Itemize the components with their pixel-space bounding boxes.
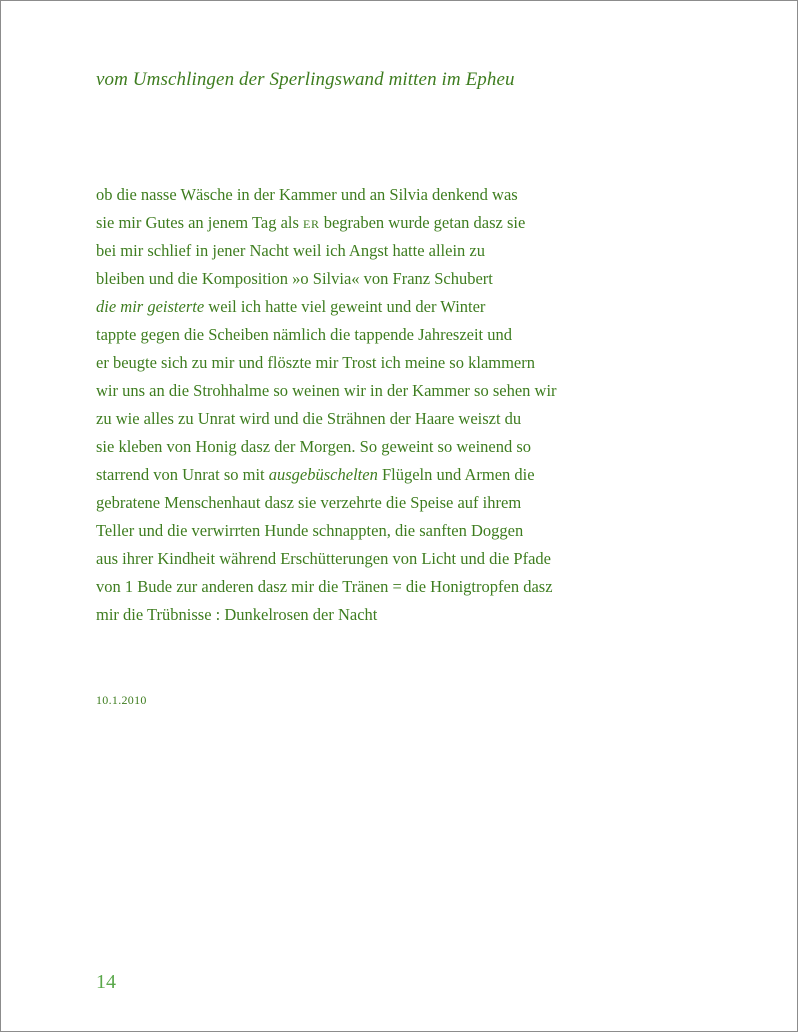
poem-line — [96, 489, 576, 517]
poem-line-text: bei mir schlief in jener Nacht weil ich Angst hatte allein zu — [96, 241, 485, 260]
poem-line — [96, 573, 576, 601]
poem-body — [96, 181, 576, 629]
poem-line-text: zu wie alles zu Unrat wird und die Strähnen der Haare weiszt du — [96, 409, 522, 428]
poem-line-text: tappte gegen die Scheiben nämlich die tappende Jahreszeit und — [96, 325, 513, 344]
poem-line — [96, 433, 576, 461]
poem-line — [96, 461, 576, 489]
poem-line-text: begraben wurde getan dasz sie — [319, 213, 526, 232]
poem-line — [96, 349, 576, 377]
poem-line-text: aus ihrer Kindheit während Erschütterungen von Licht und die Pfade — [96, 549, 551, 568]
poem-line-text: mir die Trübnisse : Dunkelrosen der Nacht — [96, 605, 378, 624]
poem-line — [96, 545, 576, 573]
poem-line-text: starrend von Unrat so mit — [96, 465, 269, 484]
poem-line-text: sie kleben von Honig dasz der Morgen. So geweint so weinend so — [96, 437, 532, 456]
poem-title: vom Umschlingen der Sperlingswand mitten im Epheu — [96, 69, 515, 90]
poem-line — [96, 377, 576, 405]
poem-line — [96, 181, 576, 209]
poem-line-text: Teller und die verwirrten Hunde schnappten, die sanften Doggen — [96, 521, 524, 540]
poem-line — [96, 405, 576, 433]
italic-phrase: ausgebüschelten — [268, 465, 378, 484]
poem-line-text: weil ich hatte viel geweint und der Winter — [204, 297, 486, 316]
poem-line — [96, 321, 576, 349]
poem-line-text: gebratene Menschenhaut dasz sie verzehrte die Speise auf ihrem — [96, 493, 522, 512]
poem-line-text: sie mir Gutes an jenem Tag als — [96, 213, 304, 232]
poem-line-text: Flügeln und Armen die — [377, 465, 535, 484]
poem-line-text: bleiben und die Komposition »o Silvia« von Franz Schubert — [96, 269, 493, 288]
poem-line — [96, 237, 576, 265]
poem-line — [96, 209, 576, 237]
italic-phrase: die mir geisterte — [96, 297, 205, 316]
poem-line — [96, 601, 576, 629]
poem-line — [96, 265, 576, 293]
poem-date: 10.1.2010 — [96, 693, 147, 707]
poem-line-text: ob die nasse Wäsche in der Kammer und an Silvia denkend was — [96, 185, 518, 204]
poem-line-text: wir uns an die Strohhalme so weinen wir in der Kammer so sehen wir — [96, 381, 557, 400]
poem-line — [96, 517, 576, 545]
small-caps-word: ER — [303, 217, 320, 231]
page-number: 14 — [96, 971, 116, 993]
poem-line-text: von 1 Bude zur anderen dasz mir die Tränen = die Honigtropfen dasz — [96, 577, 553, 596]
poem-line-text: er beugte sich zu mir und flöszte mir Trost ich meine so klammern — [96, 353, 535, 372]
poem-line — [96, 293, 576, 321]
